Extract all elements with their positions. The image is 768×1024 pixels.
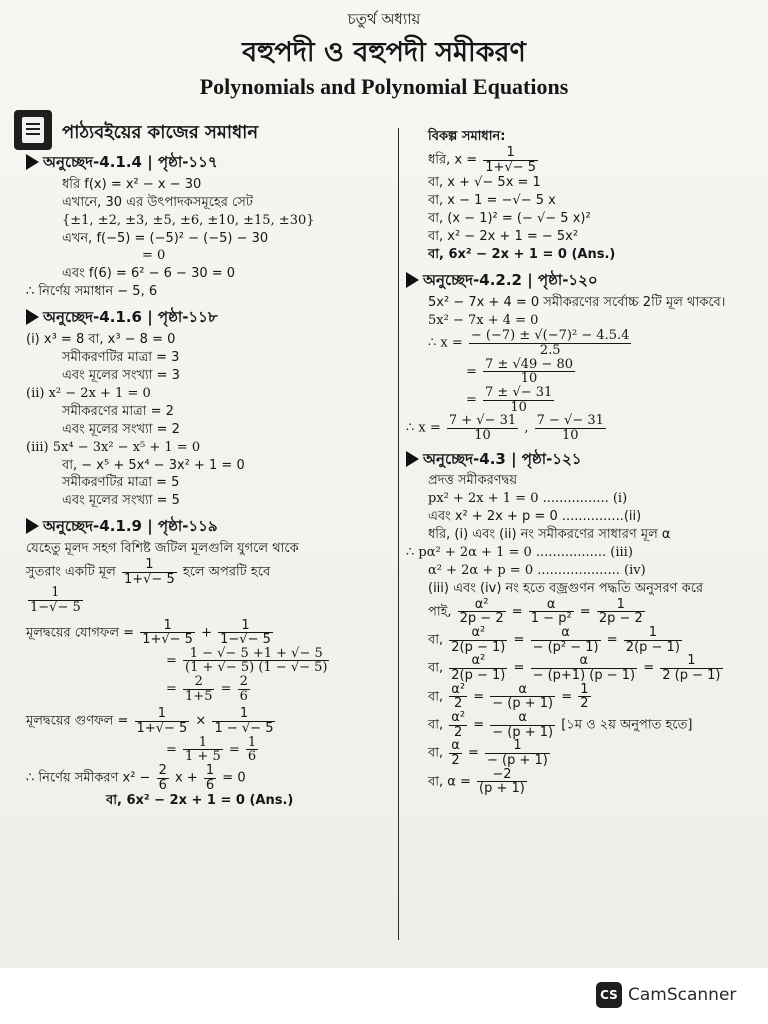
solution-line: 5x² − 7x + 4 = 0 সমীকরণের সর্বোচ্চ 2টি মূল থাকবে। — [428, 294, 726, 310]
chapter-title-bangla: বহুপদী ও বহুপদী সমীকরণ — [242, 37, 526, 68]
cross-mult-step: বা, $\frac{\text{α²}}{2}$ = $\frac{\alpha}{- (p + 1)}$ = $\frac{1}{2}$ — [428, 681, 589, 712]
quadratic-formula: ∴ x = $\frac{\text{− (−7) ± √(−7)² − 4.5.4}}{2.5}$ — [428, 328, 630, 359]
alt-solution-label: বিকল্প সমাধান: — [428, 129, 506, 144]
chapter-label: চতুর্থ অধ্যায় — [347, 10, 421, 28]
column-divider — [398, 128, 399, 940]
triangle-bullet-icon — [26, 518, 39, 534]
solution-line: সুতরাং একটি মূল $\frac{1}{1+√- 5}$ হলে অপরটি হবে — [26, 556, 271, 587]
left-column — [26, 146, 394, 810]
solution-line: এখানে, 30 এর উৎপাদকসমূহের সেট — [62, 194, 253, 210]
solution-line: ধরি f(x) = x² − x − 30 — [62, 176, 202, 192]
final-equation: ∴ নির্ণেয় সমীকরণ x² − $\frac{2}{6}$ x + $\frac{1}{6}$ = 0 — [26, 762, 246, 793]
solution-line: বা, 6x² − 2x + 1 = 0 (Ans.) — [428, 246, 616, 262]
solution-line: ∴ নির্ণেয় সমাধান − 5, 6 — [26, 284, 158, 300]
solution-line: যেহেতু মূলদ সহগ বিশিষ্ট জটিল মূলগুলি যুগলে থাকে — [26, 541, 299, 556]
solution-line: (iii) 5x⁴ − 3x² − x⁵ + 1 = 0 — [26, 439, 201, 455]
triangle-bullet-icon — [26, 309, 39, 325]
solution-line: (i) x³ = 8 বা, x³ − 8 = 0 — [26, 331, 176, 347]
cross-mult-step: বা, $\frac{\text{α²}}{2}$ = $\frac{\alpha}{- (p + 1)}$ [১ম ও ২য় অনুপাত হতে] — [428, 709, 693, 740]
book-icon — [14, 110, 52, 150]
heading-4-1-6: অনুচ্ছেদ-4.1.6 | পৃষ্ঠা-১১৮ — [26, 307, 394, 328]
alt-let: ধরি, x = $\frac{1}{1+√- 5}$ — [428, 144, 537, 175]
solution-line: এবং x² + 2x + p = 0 ...............(ii) — [428, 509, 642, 525]
solution-line: এবং মূলের সংখ্যা = 2 — [62, 421, 180, 437]
solution-line: বা, x + √− 5x = 1 — [428, 175, 541, 191]
solution-line: = 0 — [142, 248, 166, 264]
solution-line: (ii) x² − 2x + 1 = 0 — [26, 385, 151, 401]
sum-step: = $\frac{2}{1+5}$ = $\frac{2}{6}$ — [166, 674, 248, 704]
solution-line: এবং মূলের সংখ্যা = 5 — [62, 493, 180, 509]
solution-line: বা, x² − 2x + 1 = − 5x² — [428, 229, 579, 245]
triangle-bullet-icon — [406, 272, 419, 288]
cross-mult-step: বা, α = $\frac{-2}{(p + 1)}$ — [428, 766, 525, 797]
triangle-bullet-icon — [26, 154, 39, 170]
solution-line: (iii) এবং (iv) নং হতে বজ্রগুণন পদ্ধতি অনুসরণ করে — [428, 580, 704, 596]
other-root: $\frac{1}{1-√- 5}$ — [30, 585, 81, 615]
product-step: = $\frac{1}{1 + 5}$ = $\frac{1}{6}$ — [166, 734, 257, 765]
roots-result: ∴ x = $\frac{7 + √- 31}{10}$ , $\frac{7 - √- 31}{10}$ — [406, 413, 604, 443]
solution-line: এবং মূলের সংখ্যা = 3 — [62, 367, 180, 383]
formula-step: = $\frac{7 \pm √49 - 80}{10}$ — [466, 356, 573, 387]
cross-mult-step: বা, $\frac{\text{α²}}{2(p - 1)}$ = $\frac{\alpha}{\text{− (p² − 1)}}$ = $\frac{1}{2(p - 1)}$ — [428, 625, 680, 655]
solution-line: {±1, ±2, ±3, ±5, ±6, ±10, ±15, ±30} — [62, 212, 315, 228]
section-heading: পাঠ্যবইয়ের কাজের সমাধান — [62, 122, 259, 143]
solution-line: এখন, f(−5) = (−5)² − (−5) − 30 — [62, 230, 269, 246]
solution-line: ∴ pα² + 2α + 1 = 0 ................. (iii) — [406, 545, 633, 561]
sum-step: = $\frac{1 - √- 5 +1 + √- 5}{(1 + √- 5) (1 - √- 5)}$ — [166, 645, 328, 676]
cross-mult-step: পাই, $\frac{\text{α²}}{2p - 2}$ = $\frac{\alpha}{\text{1 − p²}}$ = $\frac{1}{2p - 2}$ — [428, 596, 643, 627]
solution-line: px² + 2x + 1 = 0 ................ (i) — [428, 491, 628, 507]
cross-mult-step: বা, $\frac{\alpha}{2}$ = $\frac{1}{- (p + 1)}$ — [428, 738, 548, 768]
solution-line: ধরি, (i) এবং (ii) নং সমীকরণের সাধারণ মূল α — [428, 527, 671, 543]
heading-4-1-9: অনুচ্ছেদ-4.1.9 | পৃষ্ঠা-১১৯ — [26, 516, 394, 537]
solution-line: α² + 2α + p = 0 .................... (iv) — [428, 562, 646, 578]
heading-4-1-4: অনুচ্ছেদ-4.1.4 | পৃষ্ঠা-১১৭ — [26, 152, 394, 173]
solution-line: সমীকরণের মাত্রা = 2 — [62, 403, 174, 419]
camscanner-logo-icon: CS — [596, 982, 622, 1008]
cross-mult-step: বা, $\frac{\text{α²}}{2(p - 1)}$ = $\frac{\alpha}{- (p+1) (p - 1)}$ = $\frac{1}{2 (p - 1)}$ — [428, 653, 721, 684]
solution-line: 5x² − 7x + 4 = 0 — [428, 312, 539, 328]
sum-of-roots: মূলদ্বয়ের যোগফল = $\frac{1}{1+√- 5}$ + $\frac{1}{1-√- 5}$ — [26, 617, 271, 648]
product-of-roots: মূলদ্বয়ের গুণফল = $\frac{1}{1+√- 5}$ × $\frac{1}{1 - √- 5}$ — [26, 706, 274, 736]
heading-4-3: অনুচ্ছেদ-4.3 | পৃষ্ঠা-১২১ — [406, 449, 756, 470]
solution-line: এবং f(6) = 6² − 6 − 30 = 0 — [62, 266, 236, 282]
chapter-title-english: Polynomials and Polynomial Equations — [199, 74, 569, 99]
solution-line: বা, x − 1 = −√− 5 x — [428, 193, 556, 209]
right-column — [406, 128, 756, 796]
heading-4-2-2: অনুচ্ছেদ-4.2.2 | পৃষ্ঠা-১২০ — [406, 270, 756, 291]
solution-line: প্রদত্ত সমীকরণদ্বয় — [428, 473, 517, 489]
solution-line: সমীকরণটির মাত্রা = 5 — [62, 475, 180, 491]
triangle-bullet-icon — [406, 451, 419, 467]
solution-line: সমীকরণটির মাত্রা = 3 — [62, 349, 180, 365]
camscanner-brand: CamScanner — [628, 985, 737, 1005]
solution-line: বা, (x − 1)² = (− √− 5 x)² — [428, 211, 591, 227]
solution-line: বা, − x⁵ + 5x⁴ − 3x² + 1 = 0 — [62, 457, 245, 473]
answer-line: বা, 6x² − 2x + 1 = 0 (Ans.) — [106, 793, 294, 809]
formula-step: = $\frac{7 \pm √- 31}{10}$ — [466, 385, 553, 415]
